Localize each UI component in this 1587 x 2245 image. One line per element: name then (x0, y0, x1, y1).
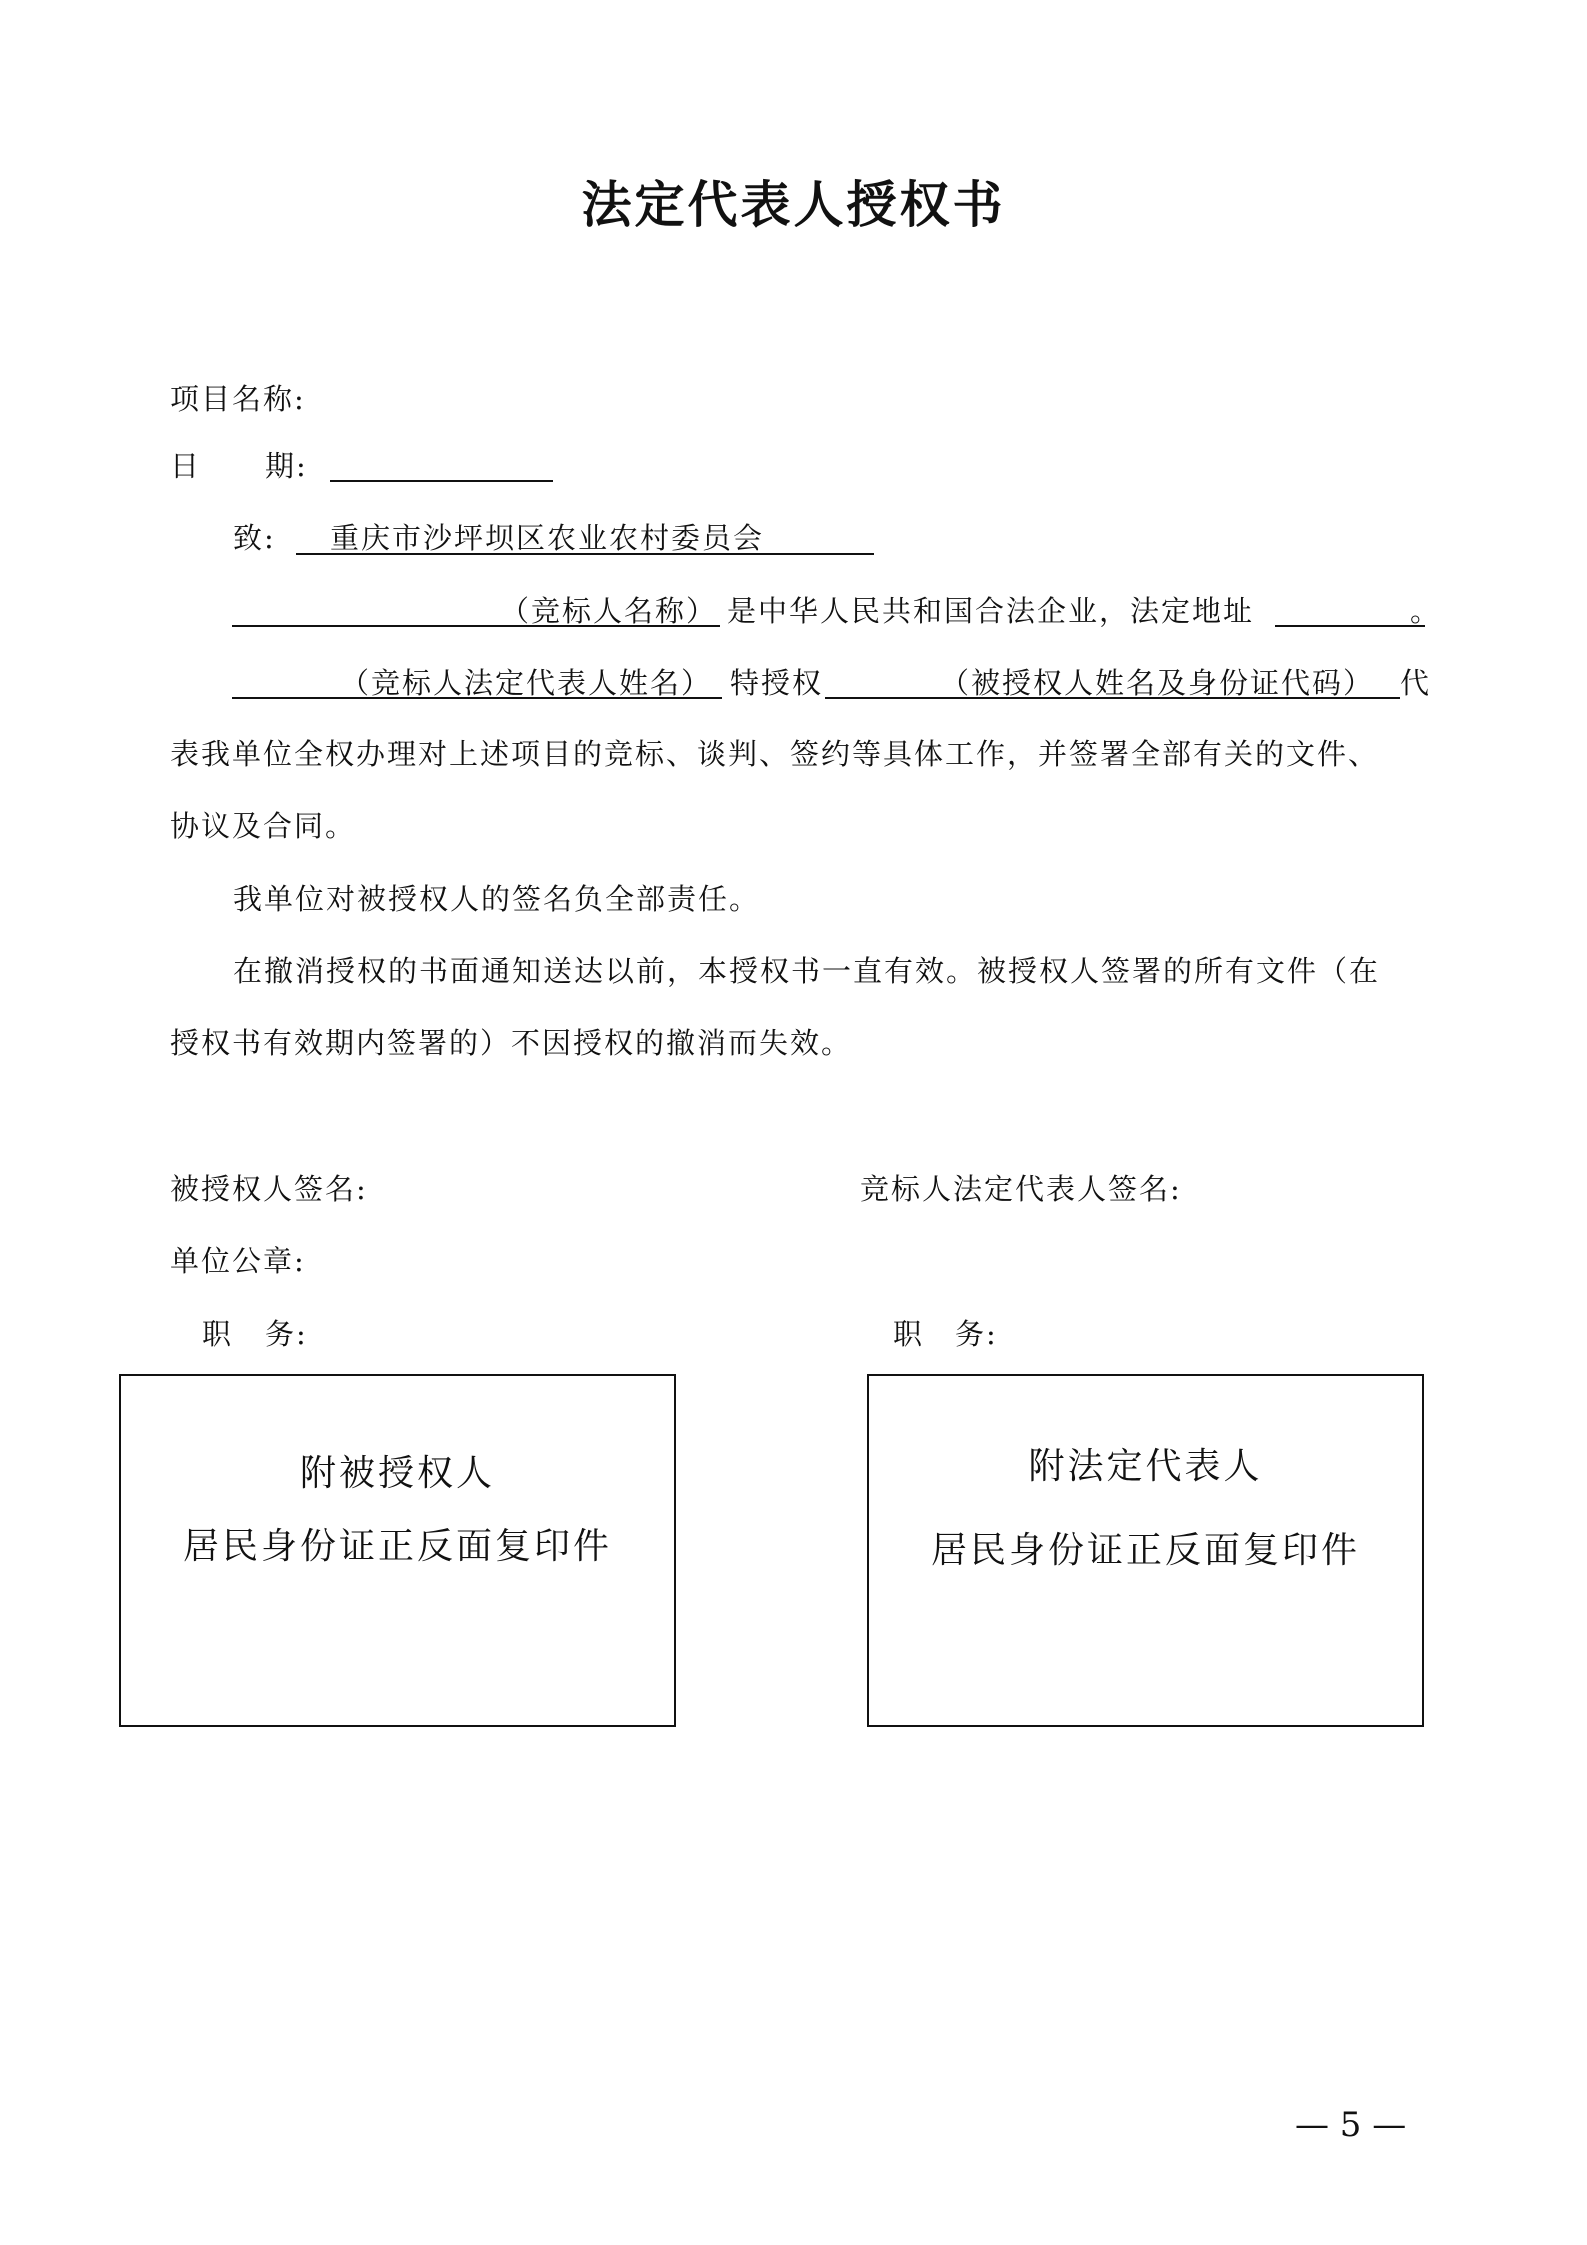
representative-id-box-line2: 居民身份证正反面复印件 (930, 1530, 1360, 1571)
authorization-scope-line-end: 协议及合同。 (170, 809, 357, 843)
document-title: 法定代表人授权书 (581, 176, 1006, 234)
position-label-left-b: 务: (265, 1317, 308, 1351)
project-name-label: 项目名称: (170, 382, 306, 416)
position-label-left-a: 职 (202, 1317, 234, 1351)
line2-end-char: 代 (1400, 666, 1432, 700)
agent-id-box-line2: 居民身份证正反面复印件 (182, 1526, 612, 1567)
authorization-scope-line: 表我单位全权办理对上述项目的竞标、谈判、签约等具体工作，并签署全部有关的文件、 (170, 737, 1380, 771)
representative-signature-label: 竞标人法定代表人签名: (860, 1172, 1182, 1206)
agent-id-copy-box (119, 1374, 676, 1727)
legal-enterprise-text: 是中华人民共和国合法企业，法定地址 (727, 594, 1255, 628)
line1-period: 。 (1410, 594, 1442, 628)
validity-statement-line2: 授权书有效期内签署的）不因授权的撤消而失效。 (170, 1026, 853, 1060)
page-number: — 5 — (1295, 2105, 1407, 2145)
date-blank-line (330, 480, 553, 482)
representative-id-box-line1: 附法定代表人 (1028, 1446, 1263, 1487)
recipient-underline (296, 553, 874, 555)
address-blank-line (1275, 625, 1425, 627)
representative-id-copy-box (867, 1374, 1424, 1727)
bidder-name-hint: （竞标人名称） (500, 594, 718, 628)
position-label-right-b: 务: (955, 1317, 998, 1351)
agent-info-hint: （被授权人姓名及身份证代码） (940, 666, 1375, 700)
date-label-left: 日 (170, 449, 202, 483)
validity-statement-line1: 在撤消授权的书面通知送达以前，本授权书一直有效。被授权人签署的所有文件（在 (233, 954, 1381, 988)
agent-id-box-line1: 附被授权人 (299, 1453, 495, 1494)
date-label-right: 期: (265, 449, 308, 483)
representative-name-hint: （竞标人法定代表人姓名） (340, 666, 713, 700)
grant-text: 特授权 (730, 666, 824, 700)
to-label: 致: (233, 521, 276, 555)
agent-signature-label: 被授权人签名: (170, 1172, 368, 1206)
responsibility-statement: 我单位对被授权人的签名负全部责任。 (233, 882, 761, 916)
recipient-name: 重庆市沙坪坝区农业农村委员会 (330, 521, 765, 555)
company-seal-label: 单位公章: (170, 1244, 306, 1278)
position-label-right-a: 职 (893, 1317, 925, 1351)
